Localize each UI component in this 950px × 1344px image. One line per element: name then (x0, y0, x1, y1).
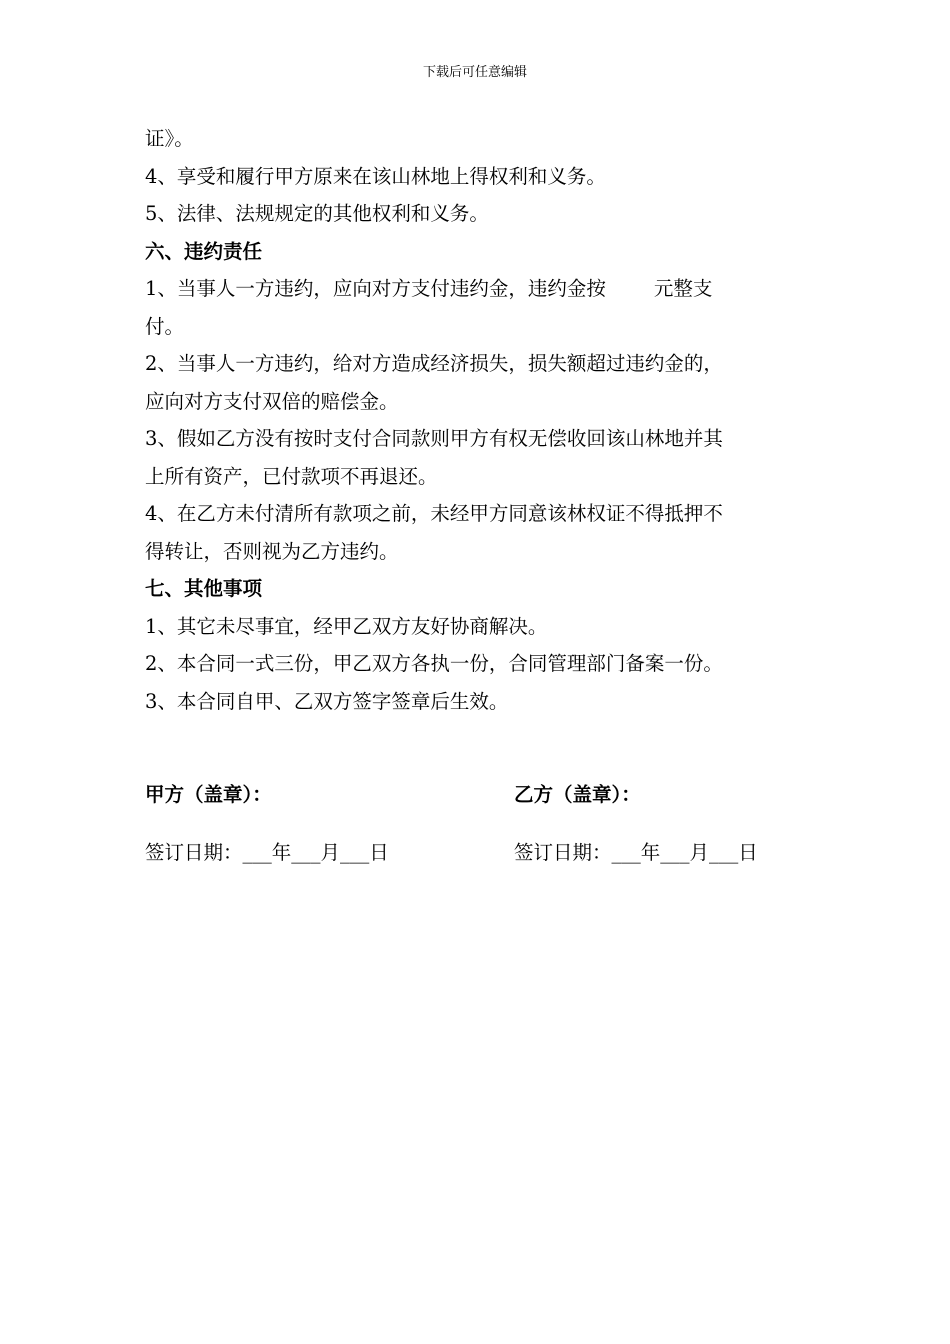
clause-line: 2、本合同一式三份，甲乙双方各执一份，合同管理部门备案一份。 (145, 652, 723, 675)
clause-line: 得转让，否则视为乙方违约。 (145, 539, 399, 563)
party-a-seal-label: 甲方（盖章）： (145, 783, 272, 806)
section-heading-breach: 六、违约责任 (145, 239, 263, 263)
section-heading-other: 七、其他事项 (145, 577, 263, 600)
body-line: 5、法律、法规规定的其他权利和义务。 (145, 202, 489, 225)
party-a-sign-date: 签订日期：___年___月___日 (145, 841, 389, 864)
clause-text: 元整支 (653, 277, 713, 300)
clause-line: 3、本合同自甲、乙双方签字签章后生效。 (145, 689, 509, 713)
clause-line: 上所有资产，已付款项不再退还。 (145, 464, 438, 488)
clause-text: 1、当事人一方违约，应向对方支付违约金，违约金按 (145, 277, 606, 300)
clause-line: 1、其它未尽事宜，经甲乙双方友好协商解决。 (145, 614, 548, 638)
party-b-seal-label: 乙方（盖章）： (514, 783, 641, 806)
contract-body (145, 120, 810, 720)
page-header: 下载后可任意编辑 (422, 65, 527, 80)
clause-line: 2、当事人一方违约，给对方造成经济损失，损失额超过违约金的， (145, 352, 723, 375)
clause-line: 应向对方支付双倍的赔偿金。 (145, 389, 399, 413)
body-line: 4、享受和履行甲方原来在该山林地上得权利和义务。 (145, 164, 606, 188)
clause-line: 4、在乙方未付清所有款项之前，未经甲方同意该林权证不得抵押不 (145, 502, 723, 525)
body-line: 证》。 (145, 127, 194, 150)
party-b-sign-date: 签订日期：___年___月___日 (514, 841, 758, 864)
clause-line: 3、假如乙方没有按时支付合同款则甲方有权无偿收回该山林地并其 (145, 427, 723, 450)
clause-line: 付。 (145, 314, 185, 338)
clause-line (145, 270, 810, 308)
